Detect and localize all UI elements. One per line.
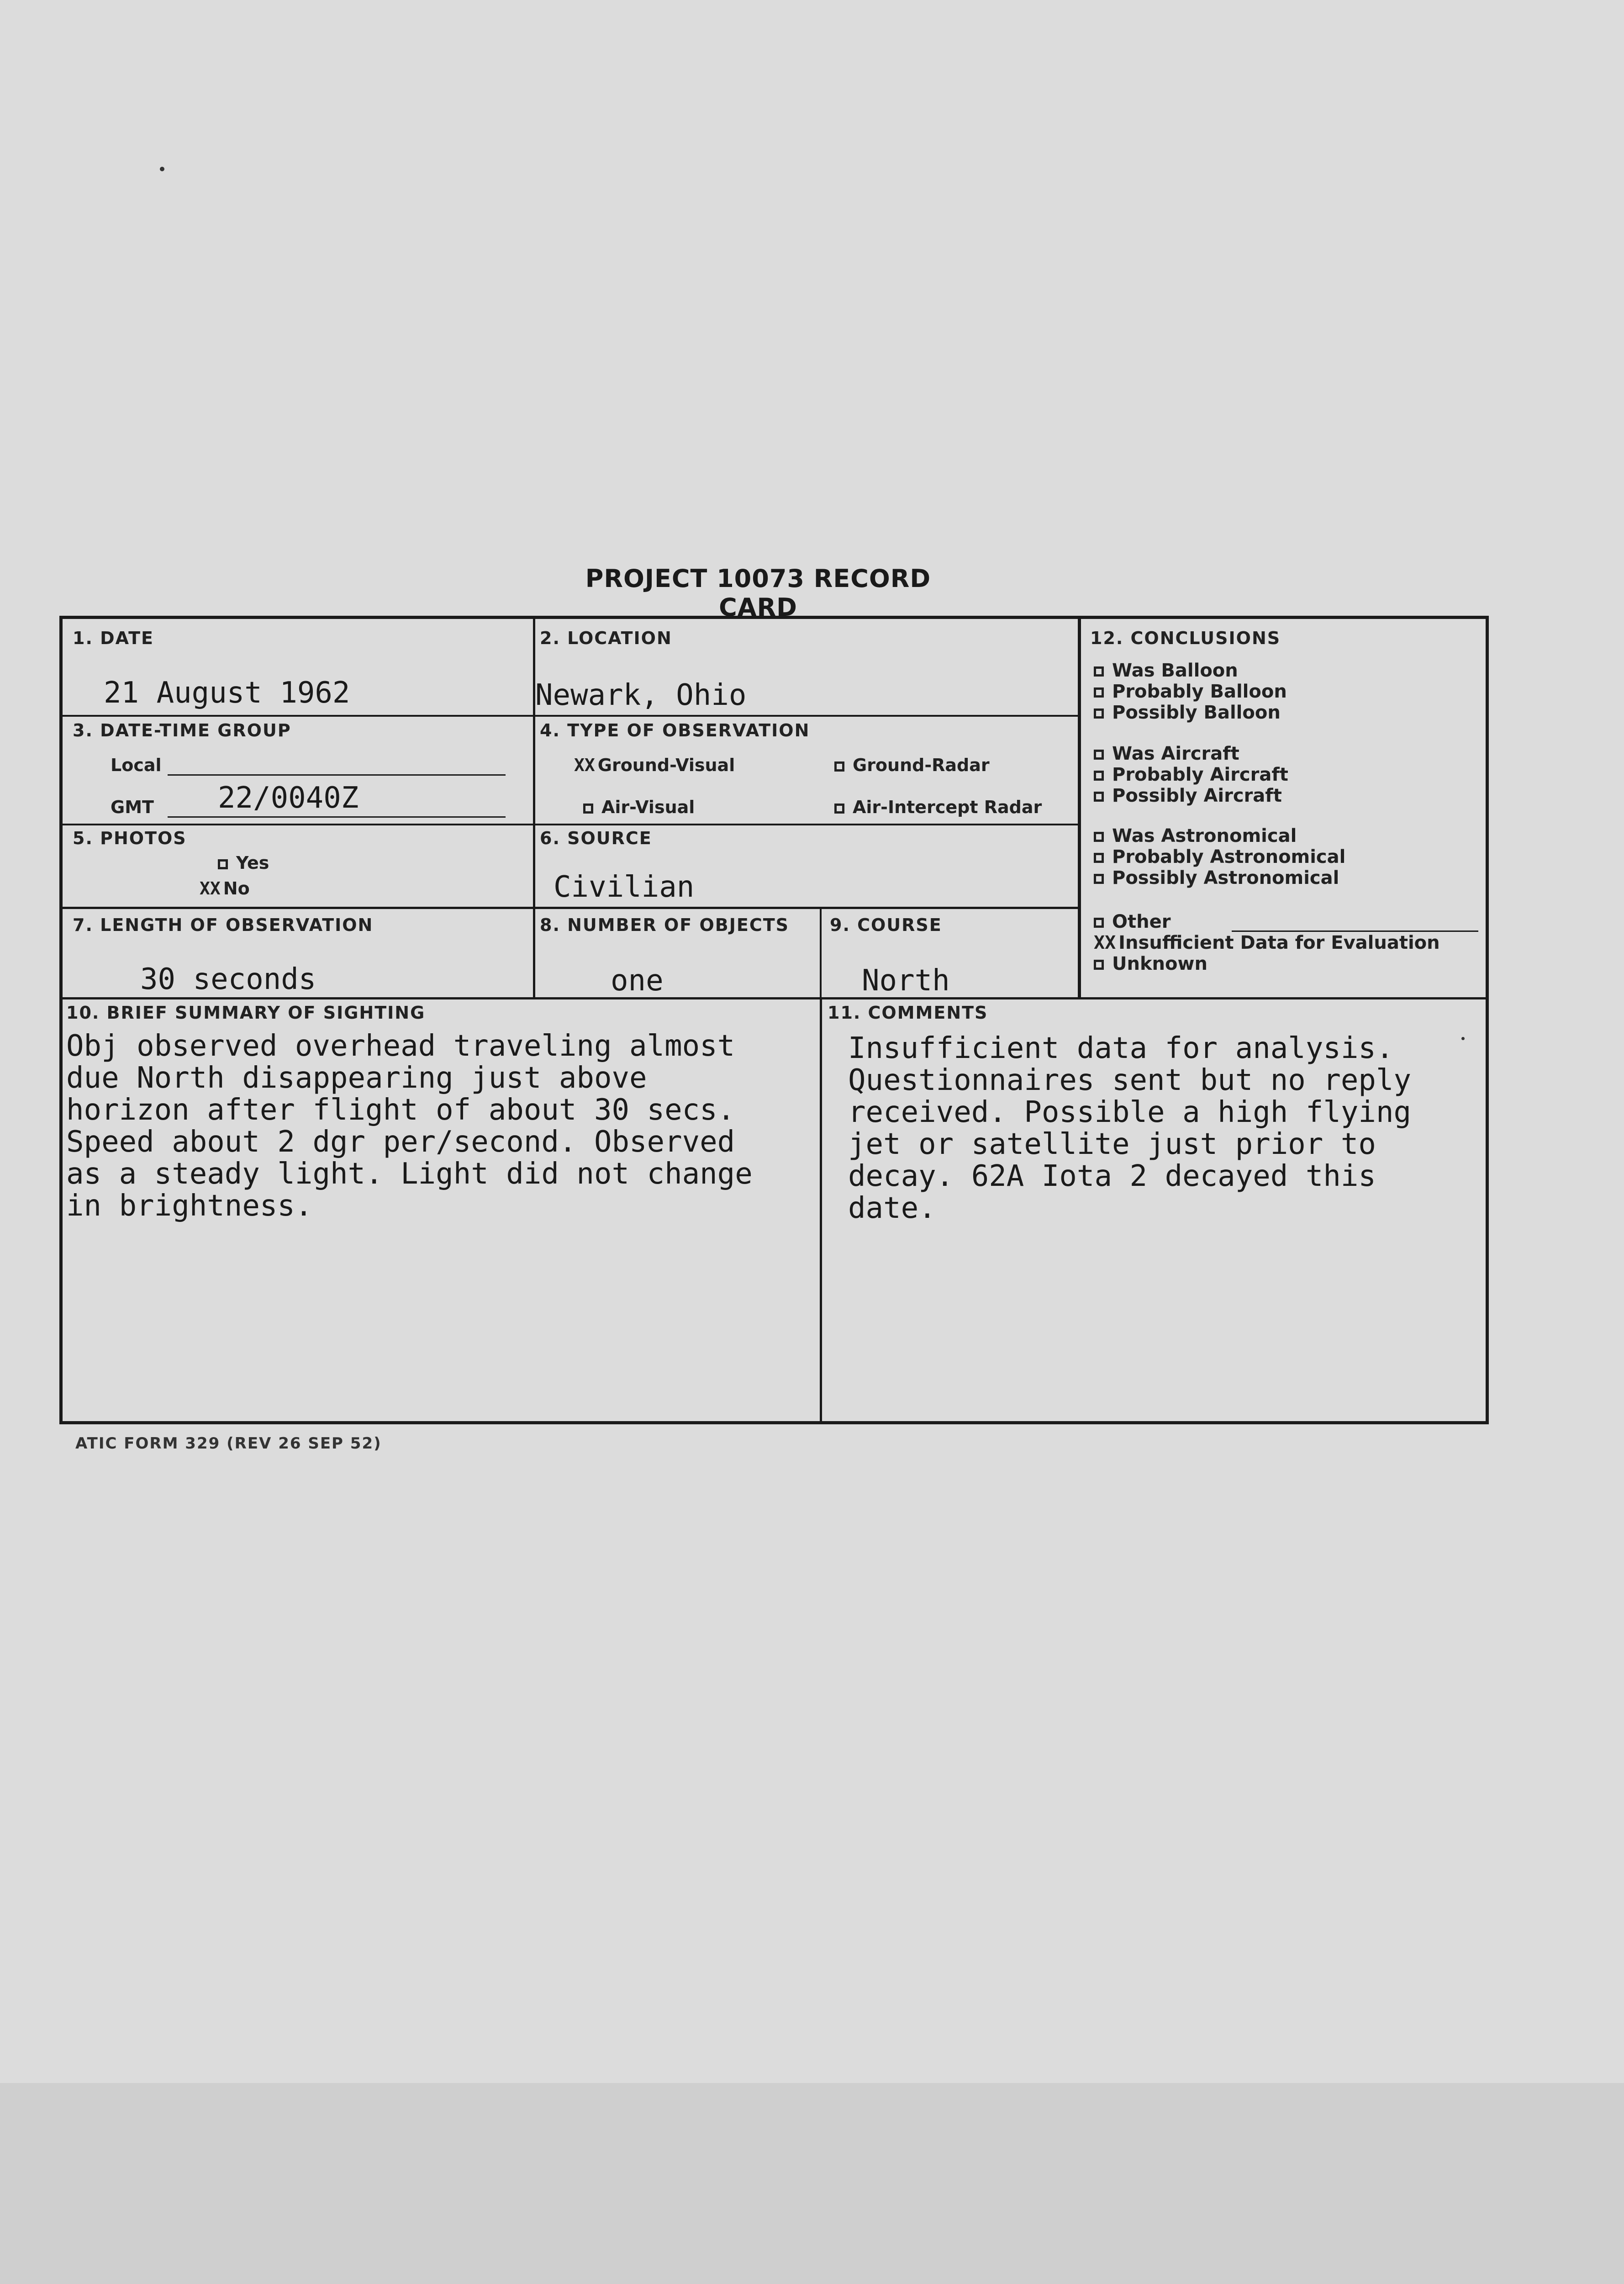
comments-label: 11. COMMENTS: [828, 1003, 988, 1023]
checkbox-icon: [1094, 918, 1104, 928]
length-value: 30 seconds: [140, 962, 316, 996]
conclusions-aircraft-group: [1094, 743, 1487, 806]
course-label: 9. COURSE: [830, 915, 942, 935]
conclusions-balloon-group: [1094, 660, 1487, 723]
course-value: North: [862, 964, 950, 998]
photos-no-mark: XX: [200, 878, 221, 899]
checkbox-icon: [1094, 853, 1104, 863]
local-label: Local: [111, 755, 162, 775]
conclusion-option: Was Aircraft: [1094, 743, 1487, 764]
conclusion-option: Probably Balloon: [1094, 681, 1487, 702]
checkbox-icon: [1094, 708, 1104, 719]
checkbox-icon: [583, 804, 593, 814]
air-visual-option: Air-Visual: [583, 797, 695, 817]
checkbox-icon: [1094, 687, 1104, 698]
ground-visual-mark: XX: [574, 755, 595, 775]
conclusion-option: Probably Astronomical: [1094, 846, 1487, 867]
air-intercept-radar-option: Air-Intercept Radar: [834, 797, 1042, 817]
conclusion-option: Possibly Balloon: [1094, 702, 1487, 723]
source-value: Civilian: [554, 870, 695, 904]
checkbox-icon: [1094, 832, 1104, 842]
checkbox-icon: [1094, 666, 1104, 677]
gmt-label: GMT: [111, 797, 154, 817]
checkbox-icon: [834, 761, 844, 772]
date-time-group-label: 3. DATE-TIME GROUP: [73, 720, 291, 740]
checkbox-icon: [1094, 960, 1104, 970]
conclusions-other-group: [1094, 911, 1487, 974]
observation-type-label: 4. TYPE OF OBSERVATION: [540, 720, 810, 740]
gmt-value: 22/0040Z: [218, 781, 359, 815]
form-footer: ATIC FORM 329 (REV 26 SEP 52): [75, 1434, 382, 1453]
checkbox-icon: [834, 804, 844, 814]
checkbox-icon: [1094, 771, 1104, 781]
number-of-objects-label: 8. NUMBER OF OBJECTS: [540, 915, 790, 935]
checkbox-icon: [1094, 792, 1104, 802]
comments-text: Insufficient data for analysis. Questionnaires sent but no reply received. Possible a high flying jet or satellite just prior to decay. 62A Iota 2 decayed this date.: [848, 1031, 1411, 1225]
conclusion-other: Other: [1094, 911, 1487, 932]
conclusion-option: Probably Aircraft: [1094, 764, 1487, 785]
date-value: 21 August 1962: [104, 676, 350, 710]
conclusion-option: Possibly Aircraft: [1094, 785, 1487, 806]
conclusion-option: Was Astronomical: [1094, 825, 1487, 846]
checkbox-icon: [1094, 750, 1104, 760]
photos-yes-option: Yes: [218, 853, 269, 873]
summary-text: Obj observed overhead traveling almost due North disappearing just above horizon after flight of about 30 secs. Speed about 2 dgr per/second. Observed as a steady light. Light did not change in brightness.: [66, 1029, 753, 1223]
form-title: PROJECT 10073 RECORD CARD: [585, 564, 931, 622]
background-surface: [0, 2083, 1624, 2284]
checkbox-icon: [218, 859, 228, 869]
ground-radar-option: Ground-Radar: [834, 755, 990, 775]
location-value: Newark, Ohio: [535, 678, 747, 712]
insufficient-data-mark: XX: [1094, 932, 1116, 953]
photos-label: 5. PHOTOS: [73, 828, 187, 848]
conclusion-insufficient-data: XX Insufficient Data for Evaluation: [1094, 932, 1440, 953]
dust-speck: [160, 167, 164, 171]
summary-label: 10. BRIEF SUMMARY OF SIGHTING: [66, 1003, 426, 1023]
number-of-objects-value: one: [611, 964, 664, 998]
checkbox-icon: [1094, 874, 1104, 884]
record-card: [59, 616, 1489, 1424]
dust-speck: [1461, 1037, 1465, 1040]
conclusion-option: Possibly Astronomical: [1094, 867, 1487, 888]
conclusions-label: 12. CONCLUSIONS: [1090, 628, 1281, 648]
photos-no-option: XX No: [200, 878, 250, 899]
conclusion-unknown: Unknown: [1094, 953, 1487, 974]
date-label: 1. DATE: [73, 628, 154, 648]
length-label: 7. LENGTH OF OBSERVATION: [73, 915, 374, 935]
source-label: 6. SOURCE: [540, 828, 652, 848]
conclusions-astronomical-group: [1094, 825, 1487, 888]
conclusion-option: Was Balloon: [1094, 660, 1487, 681]
ground-visual-option: XX Ground-Visual: [574, 755, 735, 775]
location-label: 2. LOCATION: [540, 628, 672, 648]
